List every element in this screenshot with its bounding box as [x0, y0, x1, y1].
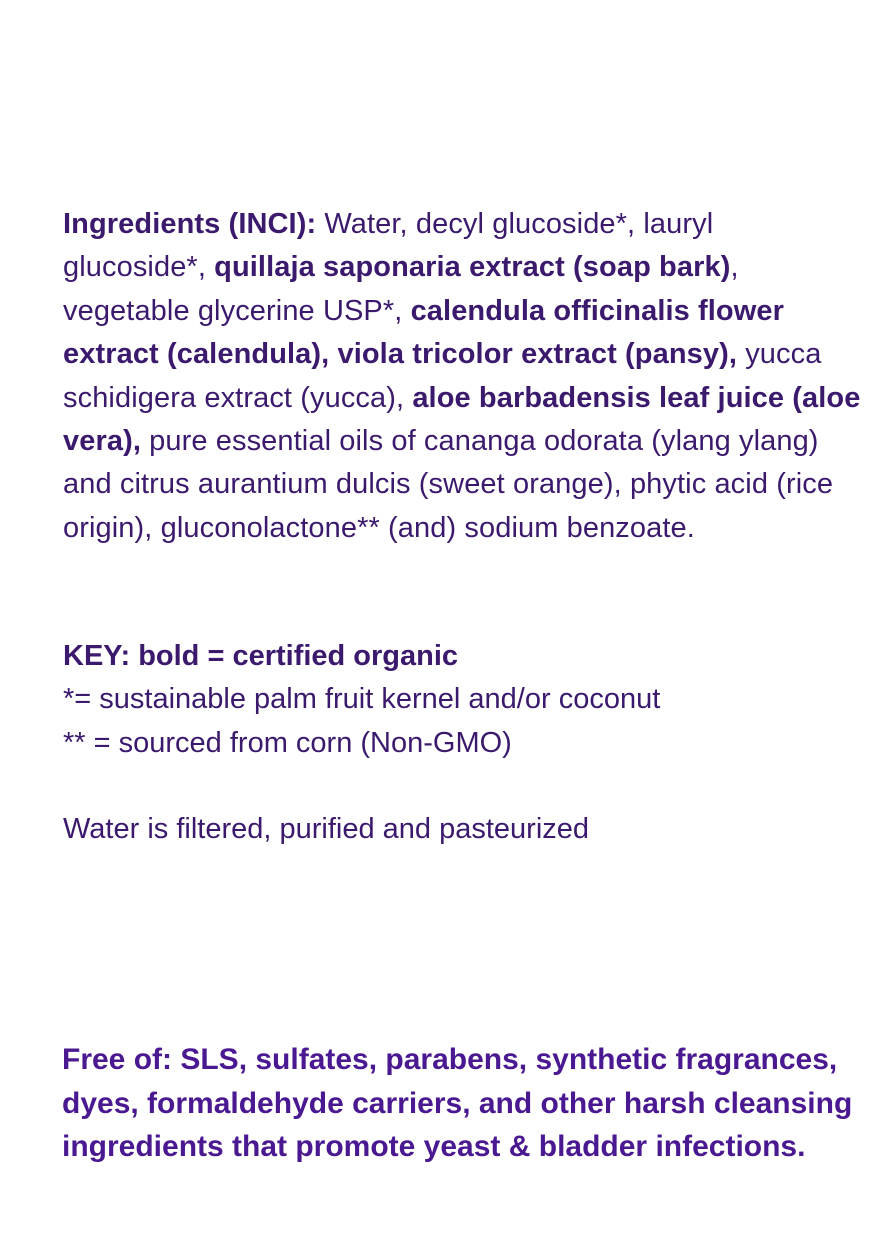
ingredient-text: yucca schidigera extract (yucca), [63, 338, 822, 414]
key-line-corn: ** = sourced from corn (Non-GMO) [63, 726, 512, 759]
free-of-statement: Free of: SLS, sulfates, parabens, synthetic fragrances, dyes, formaldehyde carriers, and other harsh cleansing ingredients that promote yeast & bladder infections. [62, 1043, 853, 1164]
key-legend [63, 635, 863, 765]
ingredient-text: pure essential oils of cananga odorata (ylang ylang) and citrus aurantium dulcis (sweet orange), phytic acid (rice origin), gluconolactone** (and) sodium benzoate. [63, 425, 834, 544]
water-note: Water is filtered, purified and pasteurized [63, 813, 590, 845]
key-line-palm: *= sustainable palm fruit kernel and/or coconut [63, 683, 661, 716]
ingredient-text: , vegetable glycerine USP*, [63, 251, 739, 327]
ingredients-heading: Ingredients (INCI): [63, 208, 325, 240]
ingredient-organic: aloe barbadensis leaf juice (aloe vera), [63, 381, 861, 458]
ingredient-text: Water, decyl glucoside*, lauryl glucoside*, [63, 208, 714, 284]
key-title: KEY: bold = certified organic [63, 640, 459, 672]
ingredient-organic: quillaja saponaria extract (soap bark) [214, 251, 731, 284]
ingredient-organic: calendula officinalis flower extract (calendula), viola tricolor extract (pansy), [63, 294, 785, 371]
ingredients-list [63, 203, 863, 550]
